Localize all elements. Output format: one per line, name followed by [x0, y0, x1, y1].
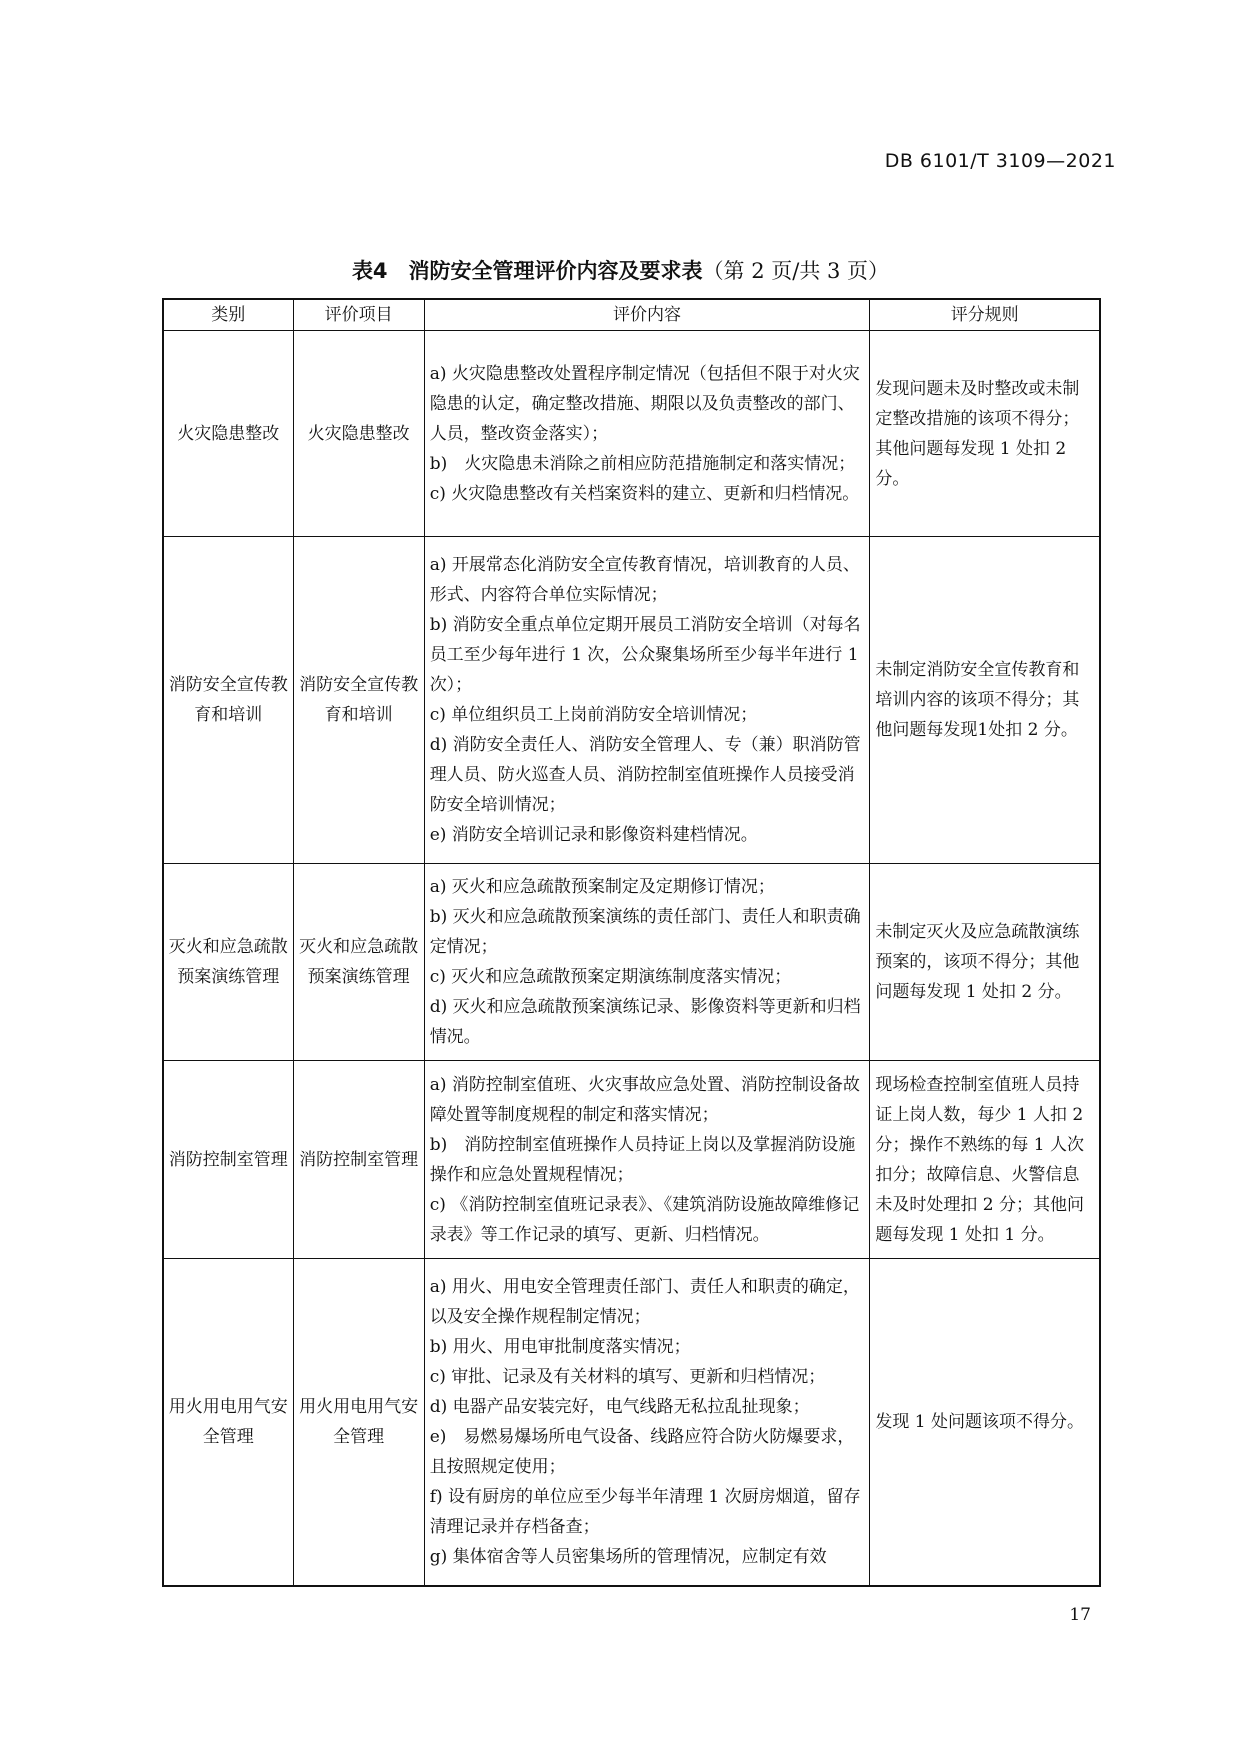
content-line: d) 电器产品安装完好，电气线路无私拉乱扯现象；	[429, 1396, 810, 1417]
table-header-row	[163, 299, 1100, 331]
content-cell	[424, 537, 870, 864]
table-title-page: （第 2 页/共 3 页）	[702, 259, 890, 283]
content-line: f) 设有厨房的单位应至少每半年清理 1 次厨房烟道，留存清理记录并存档备查；	[429, 1486, 861, 1537]
content-line: b) 消防安全重点单位定期开展员工消防安全培训（对每名员工至少每年进行 1 次，公众聚集场所至少每半年进行 1 次）；	[429, 615, 861, 695]
item-cell: 用火用电用气安全管理	[293, 1259, 424, 1586]
category-cell: 消防安全宣传教育和培训	[163, 537, 293, 864]
content-line: a) 用火、用电安全管理责任部门、责任人和职责的确定，以及安全操作规程制定情况；	[429, 1276, 860, 1327]
table-row	[163, 1061, 1100, 1259]
rule-cell: 未制定消防安全宣传教育和培训内容的该项不得分；其他问题每发现1处扣 2 分。	[870, 537, 1100, 864]
item-cell: 消防控制室管理	[293, 1061, 424, 1259]
content-line: b) 灭火和应急疏散预案演练的责任部门、责任人和职责确定情况；	[429, 907, 861, 957]
content-line: c) 灭火和应急疏散预案定期演练制度落实情况；	[429, 967, 792, 987]
content-line: a) 开展常态化消防安全宣传教育情况，培训教育的人员、形式、内容符合单位实际情况；	[429, 555, 860, 605]
content-line: g) 集体宿舍等人员密集场所的管理情况，应制定有效	[429, 1546, 827, 1567]
document-code: DB 6101/T 3109—2021	[884, 150, 1116, 172]
column-header-category: 类别	[163, 299, 293, 331]
content-cell	[424, 1061, 870, 1259]
content-line: c) 《消防控制室值班记录表》、《建筑消防设施故障维修记录表》等工作记录的填写、更新、归档情况。	[429, 1194, 860, 1245]
content-line: d) 灭火和应急疏散预案演练记录、影像资料等更新和归档情况。	[429, 997, 861, 1047]
content-line: c) 火灾隐患整改有关档案资料的建立、更新和归档情况。	[429, 483, 860, 504]
rule-cell: 发现问题未及时整改或未制定整改措施的该项不得分；其他问题每发现 1 处扣 2 分。	[870, 331, 1100, 537]
item-cell: 火灾隐患整改	[293, 331, 424, 537]
content-cell	[424, 864, 870, 1061]
content-line: c) 单位组织员工上岗前消防安全培训情况；	[429, 705, 758, 725]
rule-cell: 发现 1 处问题该项不得分。	[870, 1259, 1100, 1586]
category-cell: 消防控制室管理	[163, 1061, 293, 1259]
category-cell: 用火用电用气安全管理	[163, 1259, 293, 1586]
content-line: b) 用火、用电审批制度落实情况；	[429, 1336, 691, 1357]
table-row	[163, 331, 1100, 537]
table-row	[163, 537, 1100, 864]
rule-cell: 未制定灭火及应急疏散演练预案的，该项不得分；其他问题每发现 1 处扣 2 分。	[870, 864, 1100, 1061]
table-row	[163, 1259, 1100, 1586]
column-header-rule: 评分规则	[870, 299, 1100, 331]
category-cell: 灭火和应急疏散预案演练管理	[163, 864, 293, 1061]
content-cell	[424, 1259, 870, 1586]
content-line: b) 消防控制室值班操作人员持证上岗以及掌握消防设施操作和应急处置规程情况；	[429, 1134, 856, 1185]
content-line: d) 消防安全责任人、消防安全管理人、专（兼）职消防管理人员、防火巡查人员、消防控制室值班操作人员接受消防安全培训情况；	[429, 735, 861, 815]
table-title-main: 表4 消防安全管理评价内容及要求表	[351, 259, 703, 283]
content-cell	[424, 331, 870, 537]
column-header-item: 评价项目	[293, 299, 424, 331]
content-line: a) 消防控制室值班、火灾事故应急处置、消防控制设备故障处置等制度规程的制定和落实情况；	[429, 1074, 860, 1125]
content-line: c) 审批、记录及有关材料的填写、更新和归档情况；	[429, 1366, 826, 1387]
table-row	[163, 864, 1100, 1061]
item-cell: 消防安全宣传教育和培训	[293, 537, 424, 864]
content-line: a) 火灾隐患整改处置程序制定情况（包括但不限于对火灾隐患的认定，确定整改措施、期限以及负责整改的部门、人员，整改资金落实）；	[429, 363, 860, 444]
column-header-content: 评价内容	[424, 299, 870, 331]
content-line: e) 消防安全培训记录和影像资料建档情况。	[429, 825, 758, 845]
content-line: a) 灭火和应急疏散预案制定及定期修订情况；	[429, 877, 775, 897]
evaluation-table	[162, 298, 1101, 1587]
content-line: e) 易燃易爆场所电气设备、线路应符合防火防爆要求，且按照规定使用；	[429, 1426, 855, 1477]
category-cell: 火灾隐患整改	[163, 331, 293, 537]
content-line: b) 火灾隐患未消除之前相应防范措施制定和落实情况；	[429, 453, 856, 474]
rule-cell: 现场检查控制室值班人员持证上岗人数，每少 1 人扣 2 分；操作不熟练的每 1 人次扣分；故障信息、火警信息未及时处理扣 2 分；其他问题每发现 1 处扣 1 分。	[870, 1061, 1100, 1259]
table-title	[0, 255, 1241, 285]
page-number: 17	[1069, 1605, 1091, 1625]
item-cell: 灭火和应急疏散预案演练管理	[293, 864, 424, 1061]
